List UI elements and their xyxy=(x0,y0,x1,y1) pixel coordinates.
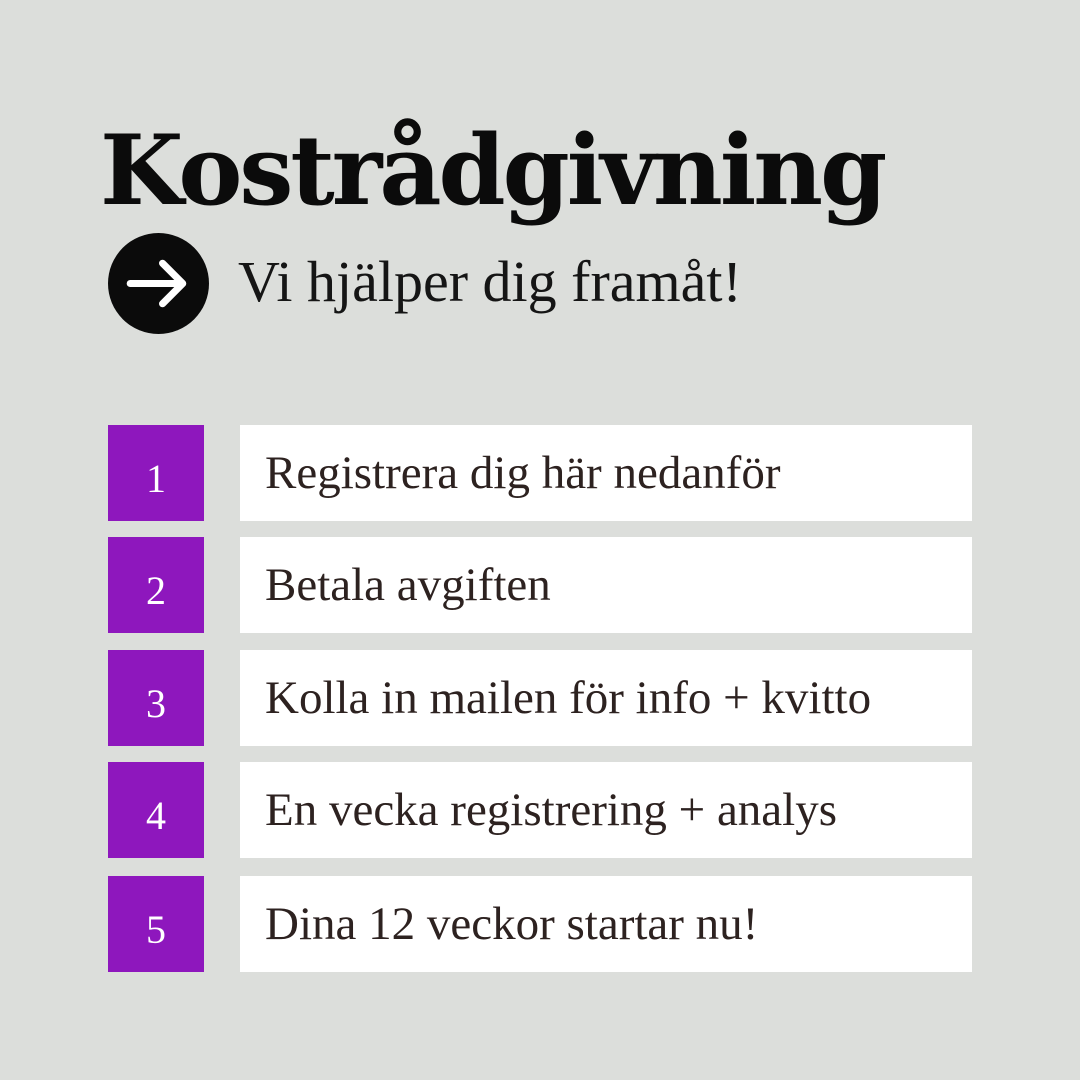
step-text: Registrera dig här nedanför xyxy=(240,425,972,521)
step-number: 5 xyxy=(108,876,204,972)
step-text: Kolla in mailen för info + kvitto xyxy=(240,650,972,746)
step-text: Betala avgiften xyxy=(240,537,972,633)
step-text: Dina 12 veckor startar nu! xyxy=(240,876,972,972)
step-number: 3 xyxy=(108,650,204,746)
arrow-right-circle-icon xyxy=(108,233,209,334)
step-text: En vecka registrering + analys xyxy=(240,762,972,858)
step-item xyxy=(108,762,972,858)
step-item xyxy=(108,650,972,746)
step-number: 2 xyxy=(108,537,204,633)
page-title: Kostrådgivning xyxy=(100,114,885,227)
subtitle: Vi hjälper dig framåt! xyxy=(238,249,742,314)
step-item xyxy=(108,876,972,972)
step-number: 1 xyxy=(108,425,204,521)
step-number: 4 xyxy=(108,762,204,858)
step-item xyxy=(108,425,972,521)
step-item xyxy=(108,537,972,633)
